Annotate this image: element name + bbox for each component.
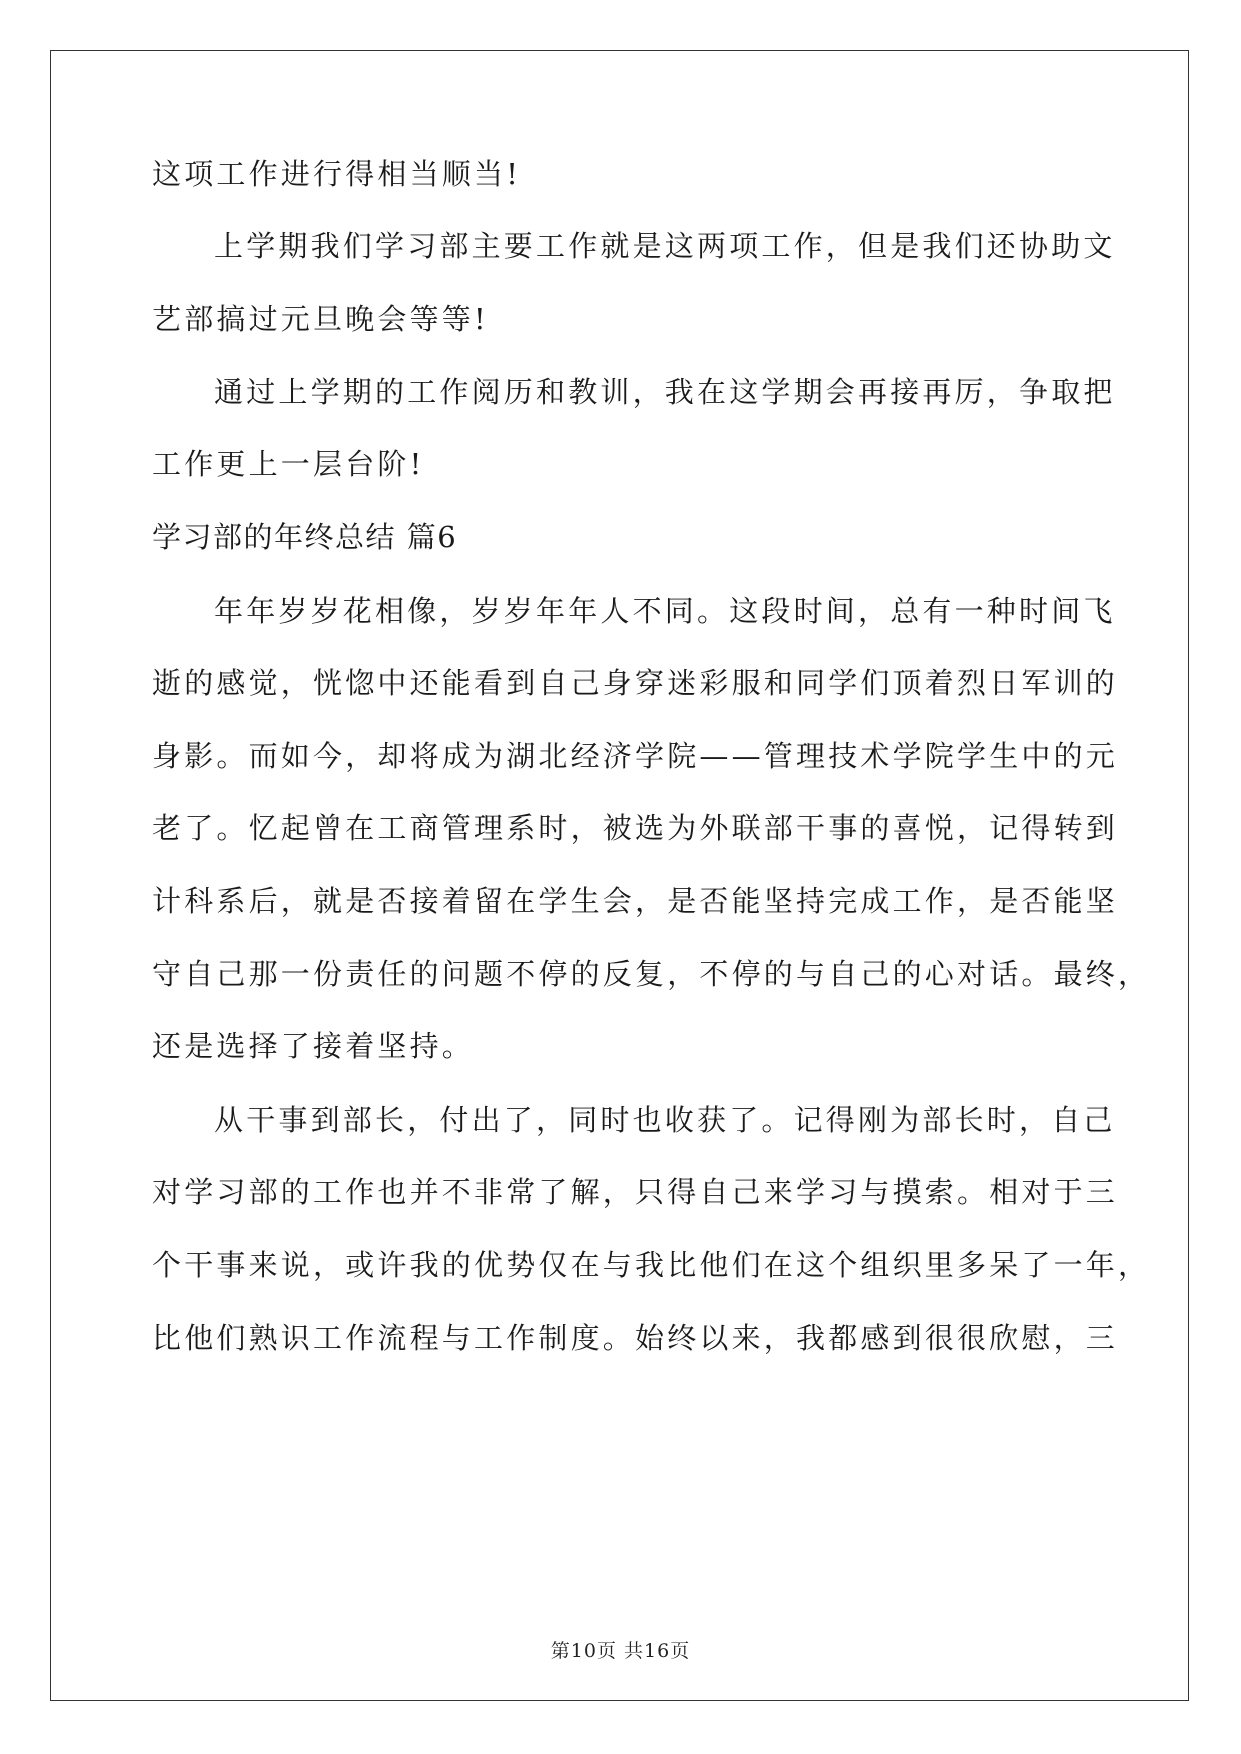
text-line: 比他们熟识工作流程与工作制度。始终以来，我都感到很很欣慰，三 — [152, 1321, 1119, 1355]
paragraph-first-line: 从干事到部长，付出了，同时也收获了。记得刚为部长时，自己 — [214, 1103, 1116, 1137]
text-line: 计科系后，就是否接着留在学生会，是否能坚持完成工作，是否能坚 — [152, 884, 1119, 918]
paragraph-first-line: 上学期我们学习部主要工作就是这两项工作，但是我们还协助文 — [214, 229, 1116, 263]
text-line: 身影。而如今，却将成为湖北经济学院——管理技术学院学生中的元 — [152, 739, 1119, 773]
text-line: 还是选择了接着坚持。 — [152, 1029, 475, 1063]
text-line: 对学习部的工作也并不非常了解，只得自己来学习与摸索。相对于三 — [152, 1175, 1119, 1209]
section-heading: 学习部的年终总结 篇6 — [152, 520, 458, 554]
text-line: 艺部搞过元旦晚会等等! — [152, 302, 489, 336]
page-border — [50, 50, 1189, 1701]
text-line: 老了。忆起曾在工商管理系时，被选为外联部干事的喜悦，记得转到 — [152, 811, 1119, 845]
paragraph-first-line: 年年岁岁花相像，岁岁年年人不同。这段时间，总有一种时间飞 — [214, 594, 1116, 628]
text-line: 守自己那一份责任的问题不停的反复，不停的与自己的心对话。最终， — [152, 957, 1151, 991]
paragraph-first-line: 通过上学期的工作阅历和教训，我在这学期会再接再厉，争取把 — [214, 375, 1116, 409]
text-line: 个干事来说，或许我的优势仅在与我比他们在这个组织里多呆了一年， — [152, 1248, 1151, 1282]
text-line: 逝的感觉，恍惚中还能看到自己身穿迷彩服和同学们顶着烈日军训的 — [152, 666, 1119, 700]
page-number-footer: 第10页 共16页 — [550, 1640, 691, 1662]
text-line: 工作更上一层台阶! — [152, 447, 425, 481]
text-line: 这项工作进行得相当顺当! — [152, 157, 522, 191]
